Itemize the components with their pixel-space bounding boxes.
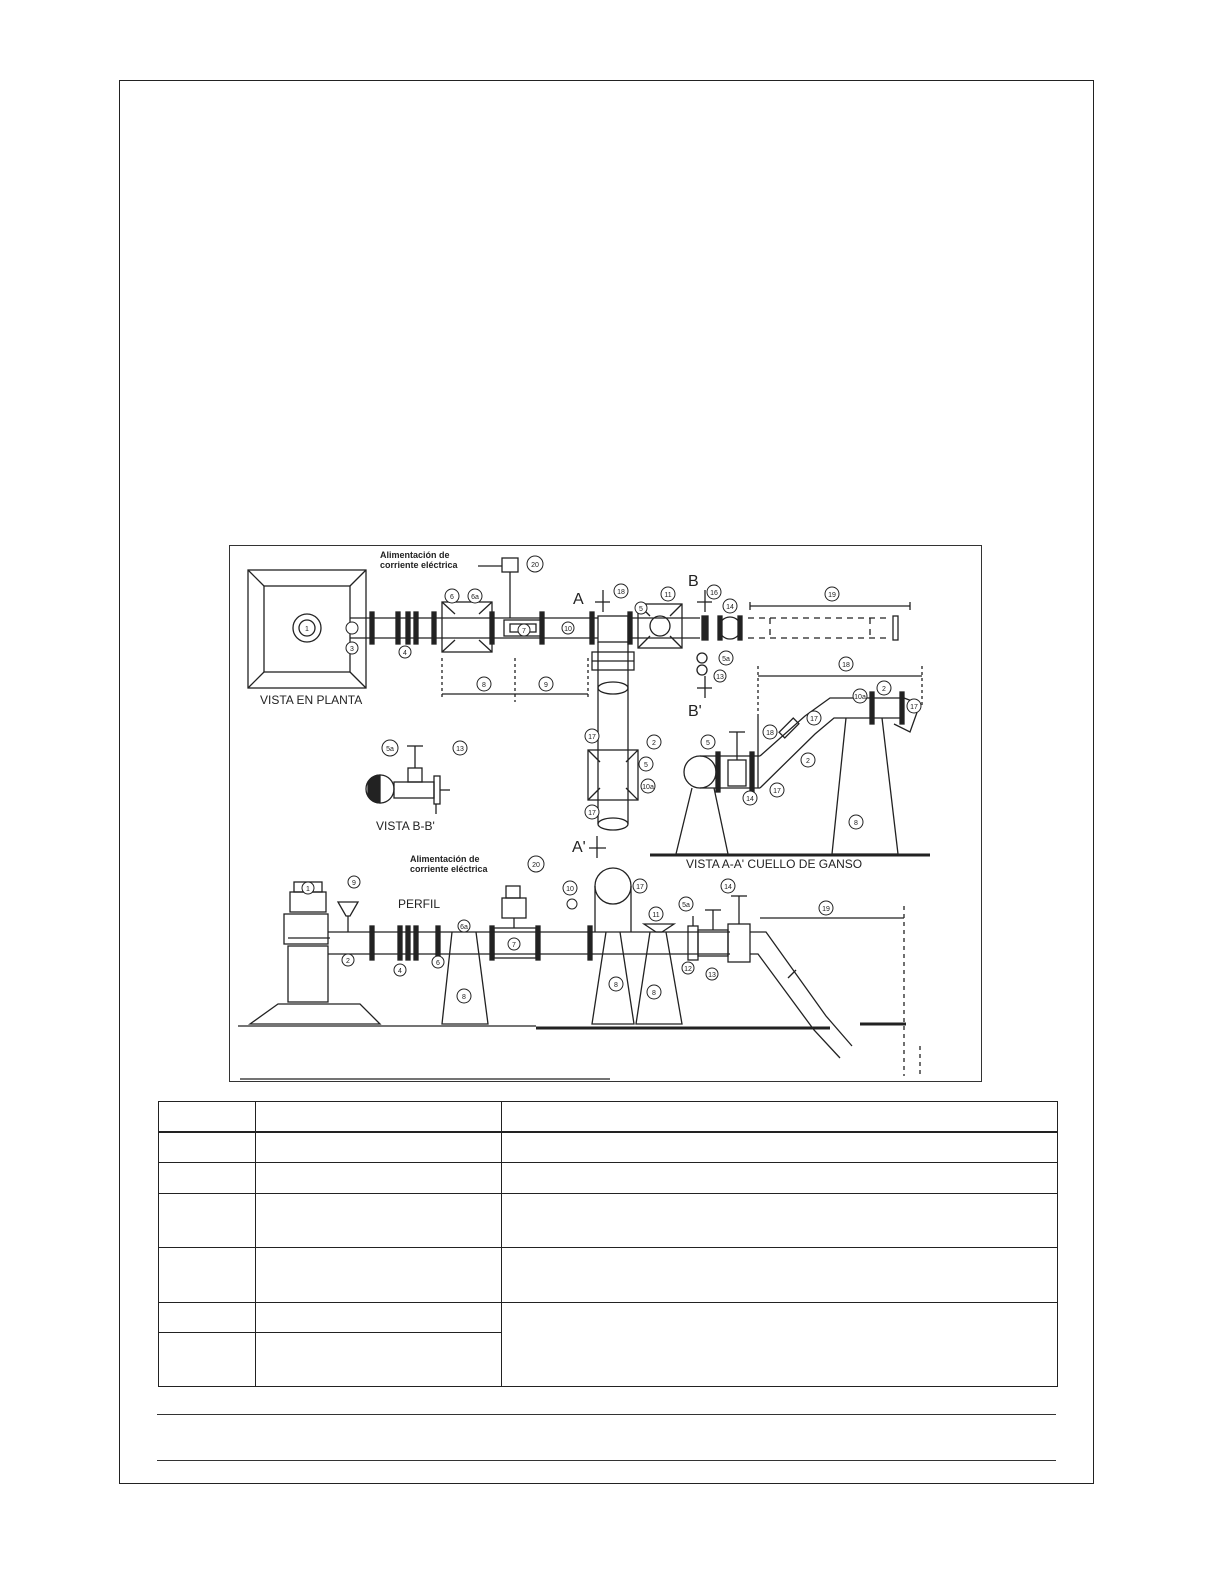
callout-7: 7	[522, 628, 526, 635]
callout-8d: 8	[614, 982, 618, 989]
tee-plan	[598, 616, 628, 642]
callout-8e: 8	[652, 990, 656, 997]
power-feed-label-top-2: corriente eléctrica	[380, 560, 458, 570]
control-box-plan	[502, 558, 518, 572]
callout-2d: 2	[346, 958, 350, 965]
view-plan-label: VISTA EN PLANTA	[260, 693, 363, 707]
spec-table	[158, 1101, 1058, 1387]
view-profile-label: PERFIL	[398, 897, 441, 911]
cut-a-prime-label: A'	[572, 839, 586, 856]
callout-5a-bb: 5a	[386, 746, 394, 753]
callout-8: 8	[482, 682, 486, 689]
callout-20: 20	[531, 562, 539, 569]
table-row	[159, 1194, 1058, 1248]
callout-11b: 11	[652, 912, 660, 919]
callout-1: 1	[305, 626, 309, 633]
callout-9b: 9	[352, 880, 356, 887]
separator-line	[157, 1414, 1056, 1415]
callout-3: 3	[350, 646, 354, 653]
table-row	[159, 1163, 1058, 1194]
callout-2: 2	[882, 686, 886, 693]
cut-b-prime-label: B'	[688, 703, 702, 720]
callout-1b: 1	[306, 886, 310, 893]
table-row	[159, 1248, 1058, 1303]
callout-14: 14	[726, 604, 734, 611]
callout-4: 4	[403, 650, 407, 657]
callout-8c: 8	[462, 994, 466, 1001]
callout-10b: 10a	[642, 784, 654, 791]
callout-4b: 4	[398, 968, 402, 975]
callout-6a-b: 6a	[460, 924, 468, 931]
table-header-row	[159, 1102, 1058, 1132]
callout-10: 10	[564, 626, 572, 633]
separator-line	[157, 1460, 1056, 1461]
callout-14b: 14	[746, 796, 754, 803]
table-row	[159, 1303, 1058, 1333]
callout-6: 6	[450, 594, 454, 601]
view-bb-label: VISTA B-B'	[376, 819, 435, 833]
callout-13-bb: 13	[456, 746, 464, 753]
view-aa-label: VISTA A-A' CUELLO DE GANSO	[686, 857, 863, 871]
installation-drawing	[229, 545, 982, 1082]
callout-7b: 7	[512, 942, 516, 949]
callout-5a-c: 5a	[682, 902, 690, 909]
callout-2c: 2	[652, 740, 656, 747]
power-feed-label-bottom-2: corriente eléctrica	[410, 864, 488, 874]
callout-5: 5	[639, 606, 643, 613]
cut-b-label: B	[688, 573, 699, 590]
callout-18c: 18	[766, 730, 774, 737]
callout-5a: 5a	[722, 656, 730, 663]
callout-11: 11	[664, 592, 672, 599]
callout-20b: 20	[532, 862, 540, 869]
callout-17d: 17	[588, 734, 596, 741]
callout-18: 18	[617, 589, 625, 596]
callout-18b: 18	[842, 662, 850, 669]
power-feed-label-bottom-1: Alimentación de	[410, 854, 480, 864]
callout-17b: 17	[910, 704, 918, 711]
power-feed-label-top-1: Alimentación de	[380, 550, 450, 560]
callout-19b: 19	[822, 906, 830, 913]
pipe-section-aa	[684, 756, 716, 788]
piping-diagram-svg	[230, 546, 983, 1083]
callout-10c: 10	[566, 886, 574, 893]
callout-6a: 6a	[471, 594, 479, 601]
callout-19: 19	[828, 592, 836, 599]
table-row	[159, 1132, 1058, 1163]
callout-9: 9	[544, 682, 548, 689]
callout-14c: 14	[724, 884, 732, 891]
callout-8b: 8	[854, 820, 858, 827]
callout-5b: 5	[706, 740, 710, 747]
callout-12: 12	[684, 966, 692, 973]
pump-base-profile	[250, 1004, 380, 1024]
callout-2b: 2	[806, 758, 810, 765]
callout-17e: 17	[588, 810, 596, 817]
callout-13: 13	[716, 674, 724, 681]
callout-10a: 10a	[854, 694, 866, 701]
callout-5c: 5	[644, 762, 648, 769]
callout-16: 16	[710, 590, 718, 597]
callout-17f: 17	[636, 884, 644, 891]
callout-6b: 6	[436, 960, 440, 967]
callout-17c: 17	[773, 788, 781, 795]
callout-17: 17	[810, 716, 818, 723]
cut-a-label: A	[573, 591, 584, 608]
callout-13b: 13	[708, 972, 716, 979]
